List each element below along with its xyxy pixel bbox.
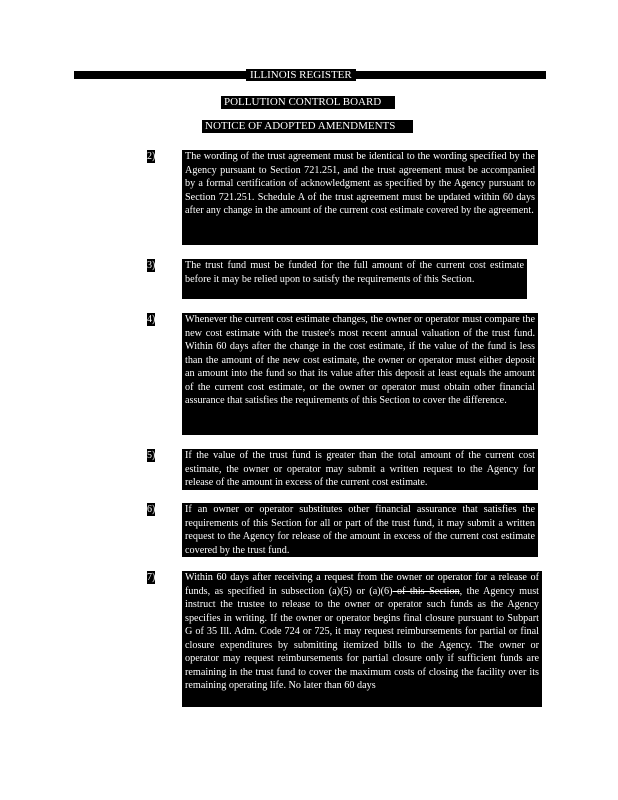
register-title: ILLINOIS REGISTER <box>246 69 356 81</box>
item-number: 3) <box>147 260 156 271</box>
item-number: 7) <box>147 572 156 583</box>
paragraph: The trust fund must be funded for the full amount of the current cost estimate before it may be relied upon to satisfy the requirements of this Section. <box>182 259 527 299</box>
item-number: 5) <box>147 450 156 461</box>
paragraph-text: Within 60 days after receiving a request from the owner or operator for a release of funds, as specified in subsection (a)(5) or (a)(6) <box>185 572 539 597</box>
board-name: POLLUTION CONTROL BOARD <box>221 96 395 109</box>
paragraph <box>182 571 542 707</box>
paragraph: If an owner or operator substitutes other financial assurance that satisfies the requirements of this Section for all or part of the trust fund, it may submit a written request to the Agency for release of the amount in excess of the current cost estimate covered by the trust fund. <box>182 503 538 557</box>
item-number: 4) <box>147 314 156 325</box>
notice-title: NOTICE OF ADOPTED AMENDMENTS <box>202 120 413 133</box>
paragraph: Whenever the current cost estimate changes, the owner or operator must compare the new cost estimate with the trustee's most recent annual valuation of the trust fund. Within 60 days after the change in the cost estimate, if the value of the fund is less than the amount of the new cost estimate, the owner or operator must either deposit an amount into the fund so that its value after this deposit at least equals the amount of the current cost estimate, or the owner or operator must obtain other financial assurance that satisfies the requirements of this Section to cover the difference. <box>182 313 538 435</box>
struck-text: of this Section <box>392 585 460 597</box>
item-number: 2) <box>147 151 156 162</box>
paragraph: The wording of the trust agreement must be identical to the wording specified by the Agency pursuant to Section 721.251, and the trust agreement must be accompanied by a formal certification of acknowledgment as specified by the Agency pursuant to Section 721.251. Schedule A of the trust agreement must be updated within 60 days after any change in the amount of the current cost estimate covered by the agreement. <box>182 150 538 245</box>
paragraph-text: , the Agency must instruct the trustee to release to the owner or operator such funds as the Agency specifies in writing. If the owner or operator begins final closure pursuant to Subpart G of 35 Ill. Adm. Code 724 or 725, it may request reimbursements for partial or final closure expenditures by submitting itemized bills to the Agency. The owner or operator may request reimbursements for partial closure only if sufficient funds are remaining in the trust fund to cover the maximum costs of closing the facility over its remaining operating life. No later than 60 days <box>185 585 539 691</box>
item-number: 6) <box>147 504 156 515</box>
paragraph: If the value of the trust fund is greater than the total amount of the current cost estimate, the owner or operator may submit a written request to the Agency for release of the amount in excess of the current cost estimate. <box>182 449 538 490</box>
